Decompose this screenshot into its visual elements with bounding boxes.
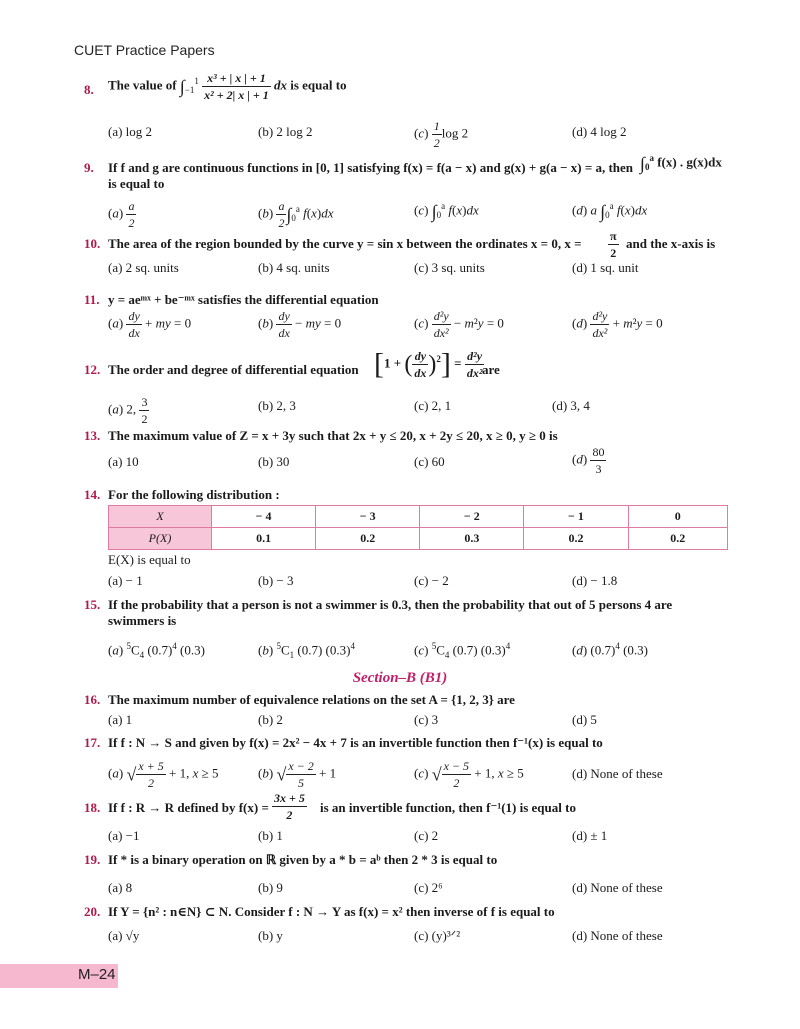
table-cell: 0.1 bbox=[212, 528, 316, 550]
option-b: (b) 2 log 2 bbox=[258, 124, 313, 139]
option-d: (d) None of these bbox=[572, 880, 663, 895]
question-9-line2: is equal to bbox=[108, 176, 165, 191]
question-12-text: The order and degree of differential equation bbox=[108, 362, 359, 377]
option-c-text: log 2 bbox=[441, 125, 469, 141]
option-b: (b) $\frac{dy}{dx}$ − my = 0 bbox=[258, 309, 342, 340]
option-c: (c) $\frac{\text{d²y}}{\text{dx²}}$ − m²y = 0 bbox=[414, 309, 504, 340]
question-13-text: The maximum value of Z = x + 3y such that 2x + y ≤ 20, x + 2y ≤ 20, x ≥ 0, y ≥ 0 is bbox=[108, 428, 558, 443]
option-c: (c) 2⁶ bbox=[414, 880, 443, 895]
option-d: (d) 3, 4 bbox=[552, 398, 590, 413]
question-10-text: The area of the region bounded by the curve y = sin x between the ordinates x = 0, x = bbox=[108, 236, 582, 251]
option-b: (b) y bbox=[258, 928, 283, 943]
option-d: (d) $\frac{\text{d²y}}{\text{dx²}}$ + m²y = 0 bbox=[572, 309, 663, 340]
option-c: (c) √ $\frac{x - 5}{2}$ + 1, x ≥ 5 bbox=[414, 759, 524, 790]
option-d: (d) ± 1 bbox=[572, 828, 608, 843]
question-number: 16. bbox=[84, 692, 101, 707]
question-11-text: y = aeᵐˣ + be⁻ᵐˣ satisfies the differential equation bbox=[108, 292, 379, 307]
option-d: (d) 5 bbox=[572, 712, 597, 727]
question-8-text: The value of $\int_{-1}^1$ $\frac{\text{x³ + | x | + 1}}{\text{x² + 2| x | + 1}}$ dx is equal to bbox=[108, 71, 347, 102]
option-a: (a) 8 bbox=[108, 880, 133, 895]
option-b: (b) $\frac{a}{2}$ $\int_0^a$ f(x)dx bbox=[258, 199, 334, 230]
question-19-text: If * is a binary operation on ℝ given by a * b = aᵇ then 2 * 3 is equal to bbox=[108, 852, 498, 867]
option-a: (a) 2, $\frac{3}{2}$ bbox=[108, 395, 148, 426]
option-b: (b) 4 sq. units bbox=[258, 260, 330, 275]
question-17-text: If f : N → S and given by f(x) = 2x² − 4x + 7 is an invertible function then f⁻¹(x) is equal to bbox=[108, 735, 603, 750]
table-row bbox=[109, 528, 728, 550]
option-b: (b) 1 bbox=[258, 828, 283, 843]
question-12-equation: [1 + ( $\frac{dy}{dx}$ )$^2$] = $\frac{\text{d²y}}{\text{dx²}}$ bbox=[374, 347, 483, 381]
table-cell: X bbox=[109, 506, 212, 528]
option-a: (a) 1 bbox=[108, 712, 133, 727]
option-d: (d) None of these bbox=[572, 766, 663, 781]
option-c: (c) $^5C_4$ (0.7) $(0.3)^4$ bbox=[414, 641, 511, 660]
table-cell: 0.2 bbox=[316, 528, 420, 550]
table-cell: − 1 bbox=[524, 506, 628, 528]
question-number: 13. bbox=[84, 428, 101, 443]
option-a: (a) 10 bbox=[108, 454, 139, 469]
question-14-text: For the following distribution : bbox=[108, 487, 280, 502]
question-18-tail: is an invertible function, then f⁻¹(1) is equal to bbox=[320, 800, 576, 815]
option-c: (c) 3 bbox=[414, 712, 439, 727]
option-c: (c) 2 bbox=[414, 828, 439, 843]
question-18-fraction: $\frac{3x + 5}{2}$ bbox=[274, 791, 305, 822]
table-cell: 0.2 bbox=[524, 528, 628, 550]
option-a: (a) log 2 bbox=[108, 124, 153, 139]
table-cell: − 3 bbox=[316, 506, 420, 528]
option-b: (b) $^5C_1$ (0.7) $(0.3)^4$ bbox=[258, 641, 355, 660]
option-d: (d) $\frac{80}{3}$ bbox=[572, 445, 605, 476]
option-a: (a) √ $\frac{x + 5}{2}$ + 1, x ≥ 5 bbox=[108, 759, 219, 790]
option-a: (a) √y bbox=[108, 928, 140, 943]
option-d: (d) $(0.7)^4$ (0.3) bbox=[572, 641, 649, 658]
option-b: (b) √ $\frac{x - 2}{5}$ + 1 bbox=[258, 759, 337, 790]
option-d: (d) − 1.8 bbox=[572, 573, 618, 588]
table-cell: P(X) bbox=[109, 528, 212, 550]
question-number: 12. bbox=[84, 362, 101, 377]
option-b: (b) 9 bbox=[258, 880, 283, 895]
option-c: (c) 60 bbox=[414, 454, 445, 469]
table-cell: 0 bbox=[628, 506, 728, 528]
table-cell: 0.3 bbox=[420, 528, 524, 550]
question-number: 15. bbox=[84, 597, 101, 612]
question-9-line1: If f and g are continuous functions in [0, 1] satisfying f(x) = f(a − x) and g(x) + g(a − x) = a, then bbox=[108, 160, 634, 175]
option-b: (b) − 3 bbox=[258, 573, 294, 588]
pi-over-2: $\frac{\pi}{2}$ bbox=[610, 229, 617, 260]
expectation-text: E(X) is equal to bbox=[108, 552, 191, 567]
option-d: (d) None of these bbox=[572, 928, 663, 943]
table-cell: − 4 bbox=[212, 506, 316, 528]
option-c: (c) $\frac{1}{2}$ log 2 bbox=[414, 119, 469, 150]
table-cell: 0.2 bbox=[628, 528, 728, 550]
option-d: (d) 1 sq. unit bbox=[572, 260, 639, 275]
table-row bbox=[109, 506, 728, 528]
option-c: (c) (y)³ᐟ² bbox=[414, 928, 461, 943]
question-number: 10. bbox=[84, 236, 101, 251]
question-20-text: If Y = {n² : n∈N} ⊂ N. Consider f : N → Y as f(x) = x² then inverse of f is equal to bbox=[108, 904, 555, 919]
option-a: (a) 2 sq. units bbox=[108, 260, 179, 275]
option-d: (d) a $\int_0^a$ f(x)dx bbox=[572, 201, 648, 222]
question-9-tail: f(x) . g(x)dx bbox=[657, 154, 722, 170]
option-a: (a) $^5C_4$ $(0.7)^4$ (0.3) bbox=[108, 641, 205, 660]
option-a: (a) $\frac{dy}{dx}$ + my = 0 bbox=[108, 309, 192, 340]
option-a: (a) − 1 bbox=[108, 573, 143, 588]
page-number: M–24 bbox=[78, 966, 116, 983]
option-c: (c) − 2 bbox=[414, 573, 449, 588]
option-a: (a) −1 bbox=[108, 828, 140, 843]
option-a: (a) $\frac{a}{2}$ bbox=[108, 199, 135, 230]
option-c: (c) 3 sq. units bbox=[414, 260, 485, 275]
section-heading: Section–B (B1) bbox=[352, 670, 448, 686]
question-18-text: If f : R → R defined by f(x) = bbox=[108, 800, 269, 815]
question-9-integral: $\int_0^a$ f(x) . g(x)dx bbox=[640, 153, 722, 174]
question-number: 17. bbox=[84, 735, 101, 750]
distribution-table bbox=[108, 505, 728, 550]
running-header: CUET Practice Papers bbox=[74, 42, 215, 58]
option-b: (b) 2 bbox=[258, 712, 283, 727]
question-number: 20. bbox=[84, 904, 101, 919]
question-12-tail: are bbox=[482, 362, 500, 377]
option-c: (c) 2, 1 bbox=[414, 398, 452, 413]
question-16-text: The maximum number of equivalence relations on the set A = {1, 2, 3} are bbox=[108, 692, 515, 707]
question-number: 18. bbox=[84, 800, 101, 815]
option-c: (c) $\int_0^a$ f(x)dx bbox=[414, 201, 479, 222]
option-d: (d) 4 log 2 bbox=[572, 124, 627, 139]
question-number: 14. bbox=[84, 487, 101, 502]
option-b: (b) 2, 3 bbox=[258, 398, 296, 413]
question-number: 8. bbox=[84, 82, 94, 97]
question-15-line1: If the probability that a person is not a swimmer is 0.3, then the probability that out of 5 persons 4 are bbox=[108, 597, 673, 612]
option-b: (b) 30 bbox=[258, 454, 290, 469]
question-number: 19. bbox=[84, 852, 101, 867]
table-cell: − 2 bbox=[420, 506, 524, 528]
question-15-line2: swimmers is bbox=[108, 613, 177, 628]
question-number: 9. bbox=[84, 160, 94, 175]
question-10-tail: and the x-axis is bbox=[626, 236, 716, 251]
question-number: 11. bbox=[84, 292, 100, 307]
